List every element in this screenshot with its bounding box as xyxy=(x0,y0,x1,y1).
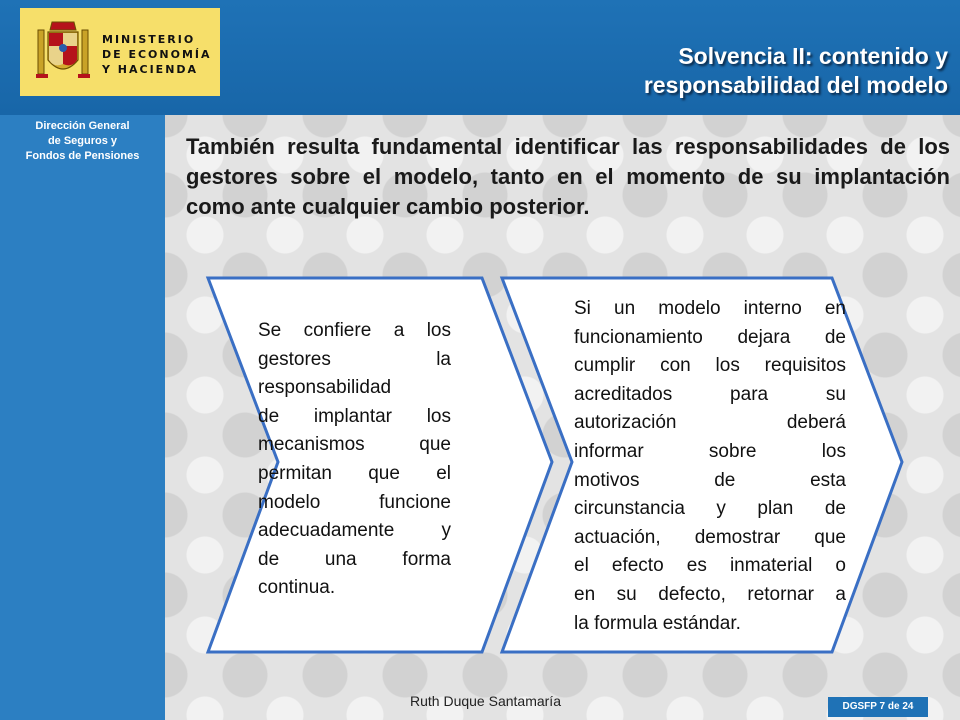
right-line-5: autorización deberá xyxy=(574,412,846,434)
coat-of-arms-icon xyxy=(34,16,92,88)
header-bar xyxy=(0,0,960,115)
left-line-5: mecanismos que xyxy=(258,434,451,456)
slide-title xyxy=(644,42,948,100)
right-line-3: cumplir con los requisitos xyxy=(574,355,846,377)
left-line-10: continua. xyxy=(258,577,336,599)
right-line-7: motivos de esta xyxy=(574,469,846,491)
ministry-line-1: MINISTERIO xyxy=(102,33,196,46)
title-line-2: responsabilidad del modelo xyxy=(643,72,948,98)
right-line-2: funcionamiento dejara de xyxy=(574,326,846,348)
right-line-12: la formula estándar. xyxy=(574,612,741,634)
org-line-3: Fondos de Pensiones xyxy=(25,150,140,162)
org-line-2: de Seguros y xyxy=(47,135,118,147)
left-line-6: permitan que el xyxy=(258,462,451,484)
left-line-3: responsabilidad xyxy=(258,377,392,399)
right-box-text xyxy=(574,295,846,638)
org-line-1: Dirección General xyxy=(35,120,130,132)
left-line-9: de una forma xyxy=(258,548,451,570)
left-line-4: de implantar los xyxy=(258,405,451,427)
right-line-11: en su defecto, retornar a xyxy=(574,583,846,605)
left-line-1: Se confiere a los xyxy=(258,320,451,341)
ministry-line-3: Y HACIENDA xyxy=(102,63,199,76)
author-name: Ruth Duque Santamaría xyxy=(410,693,561,709)
left-box-text xyxy=(258,317,451,603)
title-line-1: Solvencia II: contenido y xyxy=(678,43,948,69)
right-line-10: el efecto es inmaterial o xyxy=(574,555,846,577)
sidebar xyxy=(0,115,165,720)
right-line-6: informar sobre los xyxy=(574,440,846,462)
lead-paragraph: También resulta fundamental identificar las responsabilidades de los gestores sobre el modelo, tanto en el momento de su implantación como ante cualquier cambio posterior. xyxy=(186,134,950,219)
left-line-8: adecuadamente y xyxy=(258,520,451,542)
right-line-1: Si un modelo interno en xyxy=(574,298,846,319)
right-line-4: acreditados para su xyxy=(574,383,846,405)
right-line-8: circunstancia y plan de xyxy=(574,498,846,520)
left-line-2: gestores la xyxy=(258,348,451,370)
page-number-badge: DGSFP 7 de 24 xyxy=(828,697,928,717)
right-line-9: actuación, demostrar que xyxy=(574,526,846,548)
organization-name xyxy=(0,119,165,164)
ministry-logo xyxy=(20,8,220,96)
ministry-name xyxy=(102,32,218,77)
left-line-7: modelo funcione xyxy=(258,491,451,513)
ministry-line-2: DE ECONOMÍA xyxy=(102,48,212,61)
